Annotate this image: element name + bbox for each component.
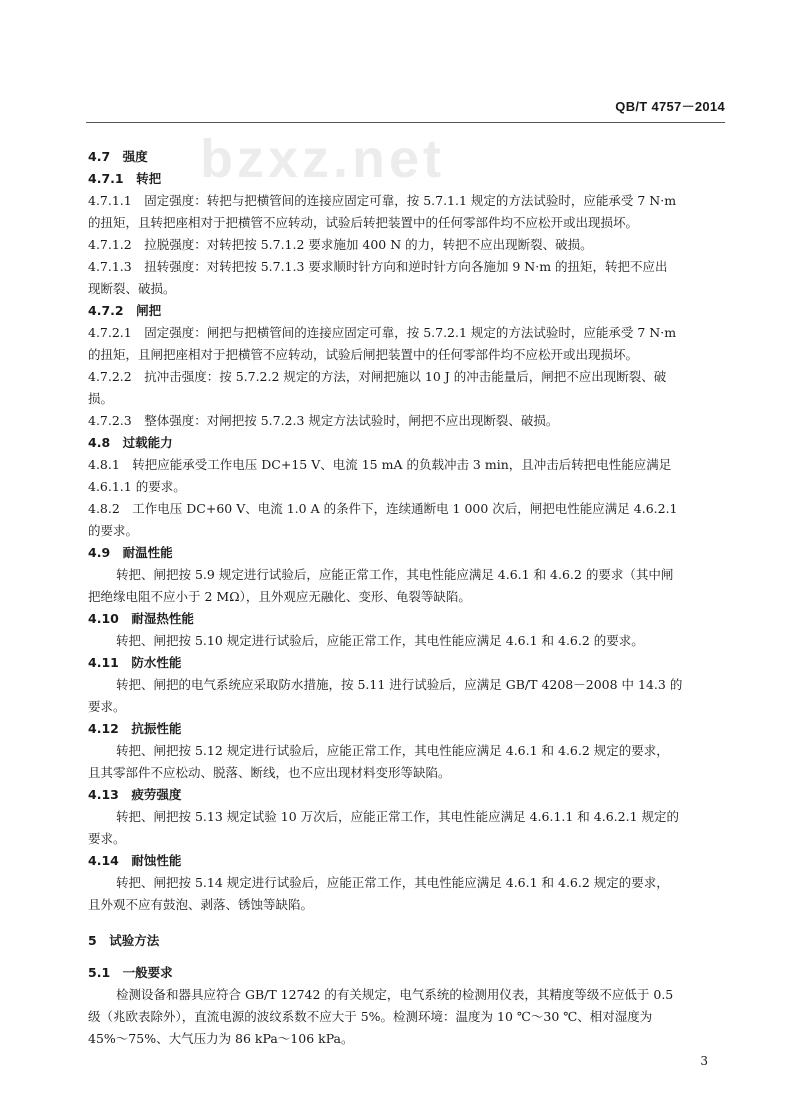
text-line: 把绝缘电阻不应小于 2 MΩ），且外观应无融化、变形、龟裂等缺陷。 <box>88 589 471 604</box>
text-line: 转把、闸把按 5.13 规定试验 10 万次后，应能正常工作，其电性能应满足 4.6.1.1 和 4.6.2.1 规定的 <box>116 809 679 824</box>
text-line: 4.7.2.2 抗冲击强度：按 5.7.2.2 规定的方法，对闸把施以 10 J 的冲击能量后，闸把不应出现断裂、破 <box>88 369 667 384</box>
section-heading: 4.7 强度 <box>88 149 148 164</box>
text-line: 4.7.2.3 整体强度：对闸把按 5.7.2.3 规定方法试验时，闸把不应出现断裂、破损。 <box>88 413 559 428</box>
text-line: 且外观不应有鼓泡、剥落、锈蚀等缺陷。 <box>88 897 314 912</box>
text-line: 4.7.2.1 固定强度：闸把与把横管间的连接应固定可靠，按 5.7.2.1 规定的方法试验时，应能承受 7 N·m <box>88 325 677 340</box>
header-rule <box>86 122 725 123</box>
section-heading: 4.13 疲劳强度 <box>88 787 182 802</box>
text-line: 转把、闸把按 5.9 规定进行试验后，应能正常工作，其电性能应满足 4.6.1 和 4.6.2 的要求（其中闸 <box>116 567 674 582</box>
text-line: 4.7.1.2 拉脱强度：对转把按 5.7.1.2 要求施加 400 N 的力，转把不应出现断裂、破损。 <box>88 237 593 252</box>
text-line: 且其零部件不应松动、脱落、断线，也不应出现材料变形等缺陷。 <box>88 765 451 780</box>
document-body <box>88 146 728 1050</box>
text-line: 现断裂、破损。 <box>88 281 176 296</box>
text-line: 损。 <box>88 391 114 406</box>
text-line: 的要求。 <box>88 523 139 538</box>
text-line: 要求。 <box>88 831 126 846</box>
section-heading: 4.12 抗振性能 <box>88 721 182 736</box>
section-heading: 4.7.2 闸把 <box>88 303 162 318</box>
text-line: 4.7.1.1 固定强度：转把与把横管间的连接应固定可靠，按 5.7.1.1 规定的方法试验时，应能承受 7 N·m <box>88 193 677 208</box>
text-line: 4.7.1.3 扭转强度：对转把按 5.7.1.3 要求顺时针方向和逆时针方向各施加 9 N·m 的扭矩，转把不应出 <box>88 259 668 274</box>
text-line: 45%～75%、大气压力为 86 kPa～106 kPa。 <box>88 1031 354 1046</box>
text-line: 转把、闸把按 5.14 规定进行试验后，应能正常工作，其电性能应满足 4.6.1 和 4.6.2 规定的要求， <box>116 875 669 890</box>
text-line: 4.6.1.1 的要求。 <box>88 479 186 494</box>
text-line: 转把、闸把的电气系统应采取防水措施，按 5.11 进行试验后，应满足 GB/T 4208－2008 中 14.3 的 <box>116 677 683 692</box>
section-heading: 5 试验方法 <box>88 933 160 948</box>
section-heading: 4.9 耐温性能 <box>88 545 173 560</box>
text-line: 检测设备和器具应符合 GB/T 12742 的有关规定，电气系统的检测用仪表，其精度等级不应低于 0.5 <box>116 987 674 1002</box>
text-line: 4.8.2 工作电压 DC+60 V、电流 1.0 A 的条件下，连续通断电 1 000 次后，闸把电性能应满足 4.6.2.1 <box>88 501 678 516</box>
text-line: 4.8.1 转把应能承受工作电压 DC+15 V、电流 15 mA 的负载冲击 3 min，且冲击后转把电性能应满足 <box>88 457 672 472</box>
section-heading: 4.7.1 转把 <box>88 171 162 186</box>
section-heading: 4.14 耐蚀性能 <box>88 853 182 868</box>
text-line: 转把、闸把按 5.10 规定进行试验后，应能正常工作，其电性能应满足 4.6.1 和 4.6.2 的要求。 <box>116 633 644 648</box>
text-line: 级（兆欧表除外），直流电源的波纹系数不应大于 5%。检测环境：温度为 10 ℃～30 ℃、相对湿度为 <box>88 1009 653 1024</box>
text-line: 要求。 <box>88 699 126 714</box>
spacer <box>88 952 728 962</box>
text-line: 转把、闸把按 5.12 规定进行试验后，应能正常工作，其电性能应满足 4.6.1 和 4.6.2 规定的要求， <box>116 743 669 758</box>
section-heading: 4.8 过载能力 <box>88 435 173 450</box>
page-number: 3 <box>700 1054 708 1068</box>
watermark: bzxz.net <box>200 129 446 189</box>
text-line: 的扭矩，且闸把座相对于把横管不应转动，试验后闸把装置中的任何零部件均不应松开或出现损坏。 <box>88 347 639 362</box>
section-heading: 5.1 一般要求 <box>88 965 173 980</box>
text-line: 的扭矩，且转把座相对于把横管不应转动，试验后转把装置中的任何零部件均不应松开或出现损坏。 <box>88 215 639 230</box>
standard-number-header: QB/T 4757－2014 <box>615 99 725 114</box>
spacer <box>88 916 728 930</box>
section-heading: 4.11 防水性能 <box>88 655 182 670</box>
section-heading: 4.10 耐湿热性能 <box>88 611 194 626</box>
